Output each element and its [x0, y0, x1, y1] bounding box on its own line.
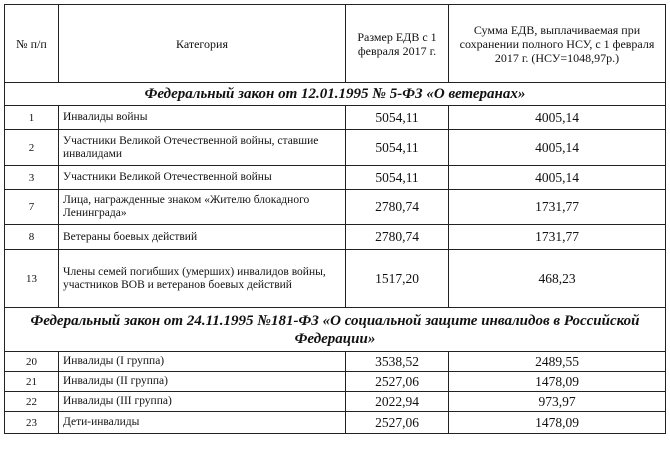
- table-row: [5, 352, 666, 372]
- row-num: 2: [5, 130, 59, 166]
- row-category: Лица, награжденные знаком «Жителю блокадного Ленинграда»: [59, 190, 346, 225]
- row-num: 3: [5, 166, 59, 190]
- row-num: 20: [5, 352, 59, 372]
- header-edv: Размер ЕДВ с 1 февраля 2017 г.: [346, 5, 449, 83]
- row-num: 22: [5, 392, 59, 412]
- header-row: [5, 5, 666, 83]
- table-row: [5, 412, 666, 434]
- table-row: [5, 106, 666, 130]
- row-edv: 2780,74: [346, 225, 449, 250]
- row-sum: 468,23: [449, 250, 666, 308]
- row-category: Инвалиды (I группа): [59, 352, 346, 372]
- header-category: Категория: [59, 5, 346, 83]
- row-sum: 1478,09: [449, 372, 666, 392]
- table-row: [5, 190, 666, 225]
- row-num: 8: [5, 225, 59, 250]
- row-edv: 2780,74: [346, 190, 449, 225]
- row-category: Инвалиды войны: [59, 106, 346, 130]
- row-edv: 5054,11: [346, 130, 449, 166]
- row-category: Инвалиды (II группа): [59, 372, 346, 392]
- row-category: Участники Великой Отечественной войны, ставшие инвалидами: [59, 130, 346, 166]
- edv-table: [4, 4, 666, 434]
- row-num: 7: [5, 190, 59, 225]
- law-title-2: Федеральный закон от 24.11.1995 №181-ФЗ «О социальной защите инвалидов в Российской Федерации»: [5, 308, 666, 352]
- header-sum: Сумма ЕДВ, выплачиваемая при сохранении полного НСУ, с 1 февраля 2017 г. (НСУ=1048,97р.): [449, 5, 666, 83]
- table-row: [5, 225, 666, 250]
- row-category: Члены семей погибших (умерших) инвалидов войны, участников ВОВ и ветеранов боевых действий: [59, 250, 346, 308]
- header-num: № п/п: [5, 5, 59, 83]
- row-category: Дети-инвалиды: [59, 412, 346, 434]
- row-num: 13: [5, 250, 59, 308]
- row-sum: 1731,77: [449, 225, 666, 250]
- row-sum: 4005,14: [449, 166, 666, 190]
- row-edv: 2527,06: [346, 372, 449, 392]
- row-edv: 5054,11: [346, 166, 449, 190]
- row-edv: 3538,52: [346, 352, 449, 372]
- table-row: [5, 392, 666, 412]
- law-title-1: Федеральный закон от 12.01.1995 № 5-ФЗ «О ветеранах»: [5, 83, 666, 106]
- row-sum: 4005,14: [449, 106, 666, 130]
- row-num: 23: [5, 412, 59, 434]
- row-num: 1: [5, 106, 59, 130]
- table-row: [5, 372, 666, 392]
- table-row: [5, 250, 666, 308]
- row-edv: 1517,20: [346, 250, 449, 308]
- table-row: [5, 166, 666, 190]
- row-sum: 1731,77: [449, 190, 666, 225]
- row-num: 21: [5, 372, 59, 392]
- row-edv: 2527,06: [346, 412, 449, 434]
- law-row-1: [5, 83, 666, 106]
- row-sum: 4005,14: [449, 130, 666, 166]
- table-row: [5, 130, 666, 166]
- row-sum: 973,97: [449, 392, 666, 412]
- row-edv: 2022,94: [346, 392, 449, 412]
- law-row-2: [5, 308, 666, 352]
- row-edv: 5054,11: [346, 106, 449, 130]
- row-category: Участники Великой Отечественной войны: [59, 166, 346, 190]
- row-sum: 2489,55: [449, 352, 666, 372]
- row-sum: 1478,09: [449, 412, 666, 434]
- row-category: Ветераны боевых действий: [59, 225, 346, 250]
- row-category: Инвалиды (III группа): [59, 392, 346, 412]
